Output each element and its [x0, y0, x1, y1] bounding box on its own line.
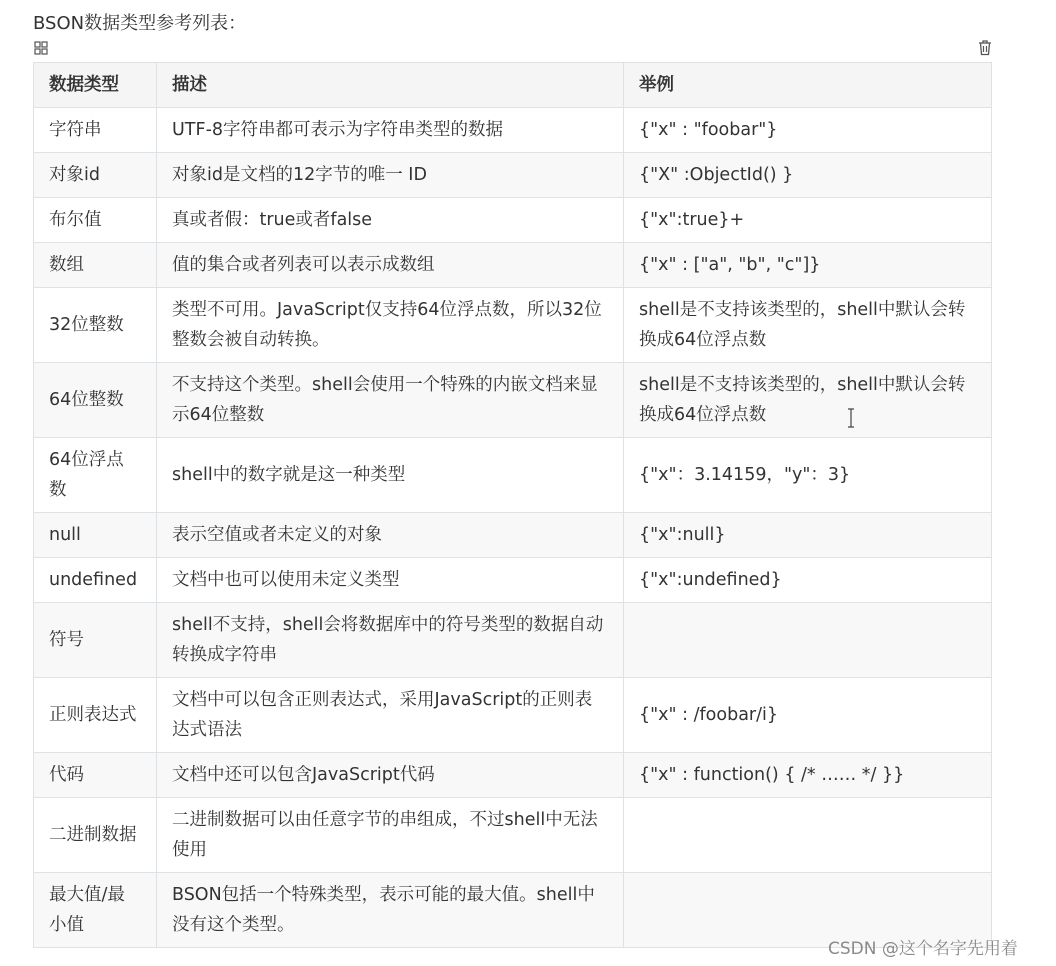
cell-type: 字符串: [34, 108, 157, 153]
cell-description: 对象id是文档的12字节的唯一 ID: [157, 153, 624, 198]
table-row: [34, 753, 992, 798]
cell-type: 布尔值: [34, 198, 157, 243]
table-row: [34, 558, 992, 603]
page-heading: BSON数据类型参考列表：: [33, 13, 247, 34]
cell-description: 二进制数据可以由任意字节的串组成，不过shell中无法使用: [157, 798, 624, 873]
table-header-row: [34, 63, 992, 108]
cell-example: {"X" :ObjectId() }: [624, 153, 992, 198]
cell-type: 对象id: [34, 153, 157, 198]
header-type: 数据类型: [34, 63, 157, 108]
cell-example: {"x" : ["a", "b", "c"]}: [624, 243, 992, 288]
table-row: [34, 603, 992, 678]
table-row: [34, 798, 992, 873]
cell-type: null: [34, 513, 157, 558]
header-example: 举例: [624, 63, 992, 108]
grid-icon[interactable]: [34, 41, 48, 55]
cell-description: 文档中可以包含正则表达式，采用JavaScript的正则表达式语法: [157, 678, 624, 753]
cell-example: {"x" : /foobar/i}: [624, 678, 992, 753]
cell-description: shell不支持，shell会将数据库中的符号类型的数据自动转换成字符串: [157, 603, 624, 678]
cell-description: shell中的数字就是这一种类型: [157, 438, 624, 513]
cell-description: 文档中还可以包含JavaScript代码: [157, 753, 624, 798]
table-row: [34, 438, 992, 513]
table-row: [34, 678, 992, 753]
cell-type: 32位整数: [34, 288, 157, 363]
cell-example: {"x":undefined}: [624, 558, 992, 603]
cell-example: {"x"：3.14159，"y"：3}: [624, 438, 992, 513]
cell-example: shell是不支持该类型的，shell中默认会转换成64位浮点数: [624, 288, 992, 363]
table-row: [34, 288, 992, 363]
cell-description: 类型不可用。JavaScript仅支持64位浮点数，所以32位整数会被自动转换。: [157, 288, 624, 363]
cell-type: 正则表达式: [34, 678, 157, 753]
watermark: CSDN @这个名字先用着: [828, 939, 1018, 959]
bson-types-table: [33, 62, 992, 948]
cell-example: {"x" : function() { /* …… */ }}: [624, 753, 992, 798]
cell-type: 最大值/最小值: [34, 873, 157, 948]
cell-example: {"x" : "foobar"}: [624, 108, 992, 153]
table-row: [34, 243, 992, 288]
table-row: [34, 153, 992, 198]
trash-icon[interactable]: [977, 39, 993, 56]
cell-type: 二进制数据: [34, 798, 157, 873]
cell-type: 64位整数: [34, 363, 157, 438]
cell-example: [624, 603, 992, 678]
cell-type: 数组: [34, 243, 157, 288]
table-row: [34, 198, 992, 243]
cell-example: shell是不支持该类型的，shell中默认会转换成64位浮点数: [624, 363, 992, 438]
cell-description: 不支持这个类型。shell会使用一个特殊的内嵌文档来显示64位整数: [157, 363, 624, 438]
cell-example: [624, 798, 992, 873]
cell-type: undefined: [34, 558, 157, 603]
cell-description: 表示空值或者未定义的对象: [157, 513, 624, 558]
header-description: 描述: [157, 63, 624, 108]
cell-description: 值的集合或者列表可以表示成数组: [157, 243, 624, 288]
cell-type: 64位浮点数: [34, 438, 157, 513]
cell-description: 真或者假：true或者false: [157, 198, 624, 243]
cell-example: {"x":true}+: [624, 198, 992, 243]
table-row: [34, 108, 992, 153]
table-row: [34, 513, 992, 558]
cell-example: {"x":null}: [624, 513, 992, 558]
cell-type: 代码: [34, 753, 157, 798]
cell-description: UTF-8字符串都可表示为字符串类型的数据: [157, 108, 624, 153]
cell-type: 符号: [34, 603, 157, 678]
cell-description: 文档中也可以使用未定义类型: [157, 558, 624, 603]
table-row: [34, 363, 992, 438]
cell-description: BSON包括一个特殊类型，表示可能的最大值。shell中没有这个类型。: [157, 873, 624, 948]
